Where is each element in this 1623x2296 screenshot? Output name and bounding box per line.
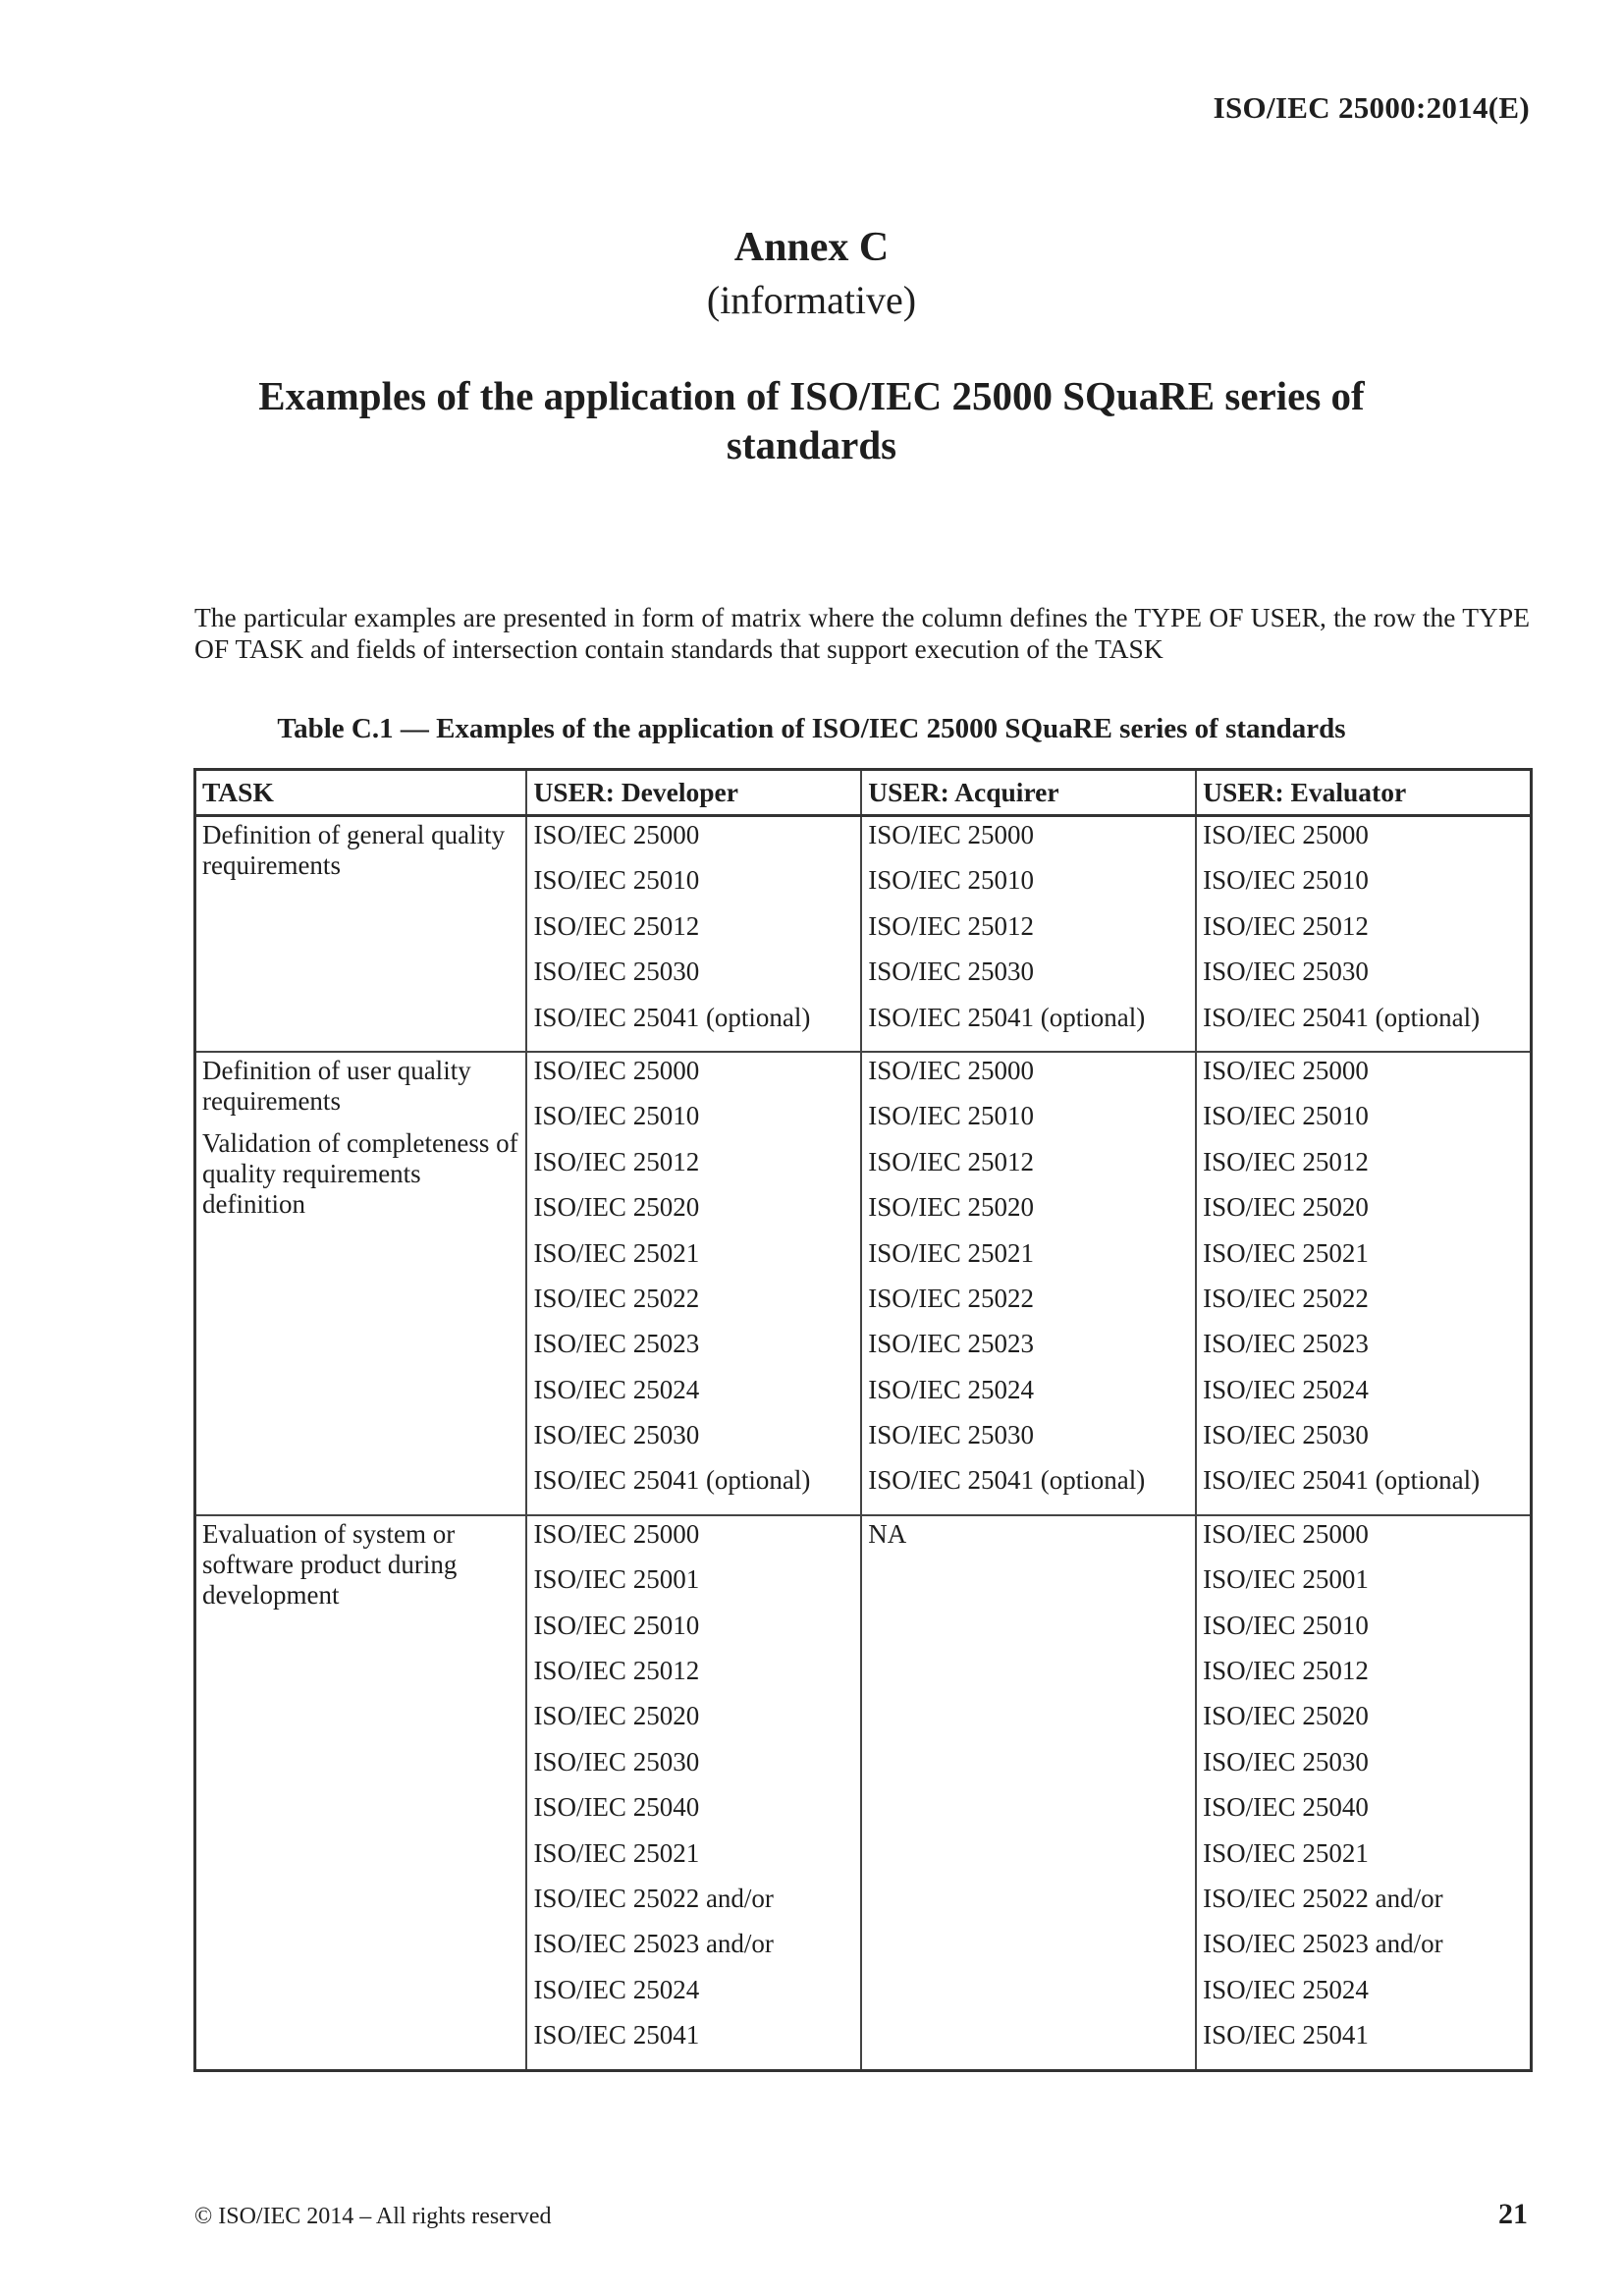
standard-reference: ISO/IEC 25023 (1203, 1329, 1369, 1359)
standard-reference: ISO/IEC 25041 (optional) (1203, 1465, 1481, 1496)
table-row (195, 1052, 1532, 1515)
standard-reference: ISO/IEC 25022 (1203, 1283, 1369, 1313)
standard-reference: ISO/IEC 25010 (1203, 1101, 1369, 1131)
standard-reference: ISO/IEC 25020 (1203, 1192, 1369, 1223)
table-row (195, 816, 1532, 1052)
standard-reference: ISO/IEC 25041 (optional) (868, 1465, 1146, 1496)
annex-heading: Examples of the application of ISO/IEC 25000 SQuaRE series of standards (258, 373, 1365, 467)
header-developer: USER: Developer (526, 770, 861, 816)
task-description: Validation of completeness of quality requirements definition (202, 1127, 518, 1219)
standard-reference: ISO/IEC 25030 (868, 957, 1035, 987)
standard-reference: ISO/IEC 25022 and/or (1203, 1883, 1443, 1913)
standard-reference: ISO/IEC 25024 (1203, 1974, 1369, 2004)
header-evaluator: USER: Evaluator (1196, 770, 1531, 816)
standard-reference: ISO/IEC 25010 (533, 1610, 700, 1640)
annex-subtitle: (informative) (706, 278, 917, 322)
task-cell (195, 1515, 527, 2070)
standard-reference: ISO/IEC 25012 (533, 1146, 700, 1176)
standard-reference: ISO/IEC 25022 (533, 1283, 700, 1313)
standard-reference: ISO/IEC 25021 (533, 1237, 700, 1268)
standard-reference: ISO/IEC 25012 (1203, 910, 1369, 941)
table-header-row (195, 770, 1532, 816)
copyright-notice: © ISO/IEC 2014 – All rights reserved (194, 2204, 552, 2229)
standard-reference: ISO/IEC 25021 (868, 1237, 1035, 1268)
standard-reference: ISO/IEC 25023 and/or (1203, 1929, 1443, 1959)
standard-reference: ISO/IEC 25020 (533, 1701, 700, 1731)
standard-reference: ISO/IEC 25040 (1203, 1792, 1369, 1823)
application-matrix-table (193, 768, 1533, 2072)
page-number: 21 (1498, 2198, 1528, 2230)
standard-reference: ISO/IEC 25030 (1203, 957, 1369, 987)
standard-reference: ISO/IEC 25023 (868, 1329, 1035, 1359)
standard-reference: ISO/IEC 25041 (optional) (868, 1002, 1146, 1032)
annex-title: Annex C (733, 225, 890, 270)
task-description: Evaluation of system or software product during development (202, 1518, 458, 1610)
standard-reference: ISO/IEC 25021 (1203, 1237, 1369, 1268)
task-description: Definition of user quality requirements (202, 1055, 471, 1116)
standard-reference: ISO/IEC 25030 (533, 1746, 700, 1777)
standard-reference: ISO/IEC 25030 (533, 957, 700, 987)
table-row (195, 1515, 1532, 2070)
standard-reference: ISO/IEC 25000 (533, 1055, 700, 1085)
standard-reference: ISO/IEC 25030 (1203, 1420, 1369, 1450)
standard-reference: ISO/IEC 25020 (533, 1192, 700, 1223)
standard-reference: ISO/IEC 25021 (1203, 1837, 1369, 1868)
developer-standards-cell (526, 1515, 861, 2070)
developer-standards-cell (526, 1052, 861, 1515)
standard-reference: ISO/IEC 25040 (533, 1792, 700, 1823)
standard-reference: ISO/IEC 25001 (1203, 1564, 1369, 1595)
standard-reference: ISO/IEC 25023 (533, 1329, 700, 1359)
standard-reference: ISO/IEC 25041 (1203, 2020, 1369, 2050)
standard-reference: ISO/IEC 25021 (533, 1837, 700, 1868)
standard-reference: ISO/IEC 25012 (533, 910, 700, 941)
standard-reference: ISO/IEC 25010 (533, 865, 700, 896)
document-id: ISO/IEC 25000:2014(E) (1213, 90, 1530, 125)
standard-reference: ISO/IEC 25024 (533, 1374, 700, 1404)
evaluator-standards-cell (1196, 816, 1531, 1052)
standard-reference: ISO/IEC 25041 (optional) (533, 1002, 811, 1032)
standard-reference: ISO/IEC 25022 (868, 1283, 1035, 1313)
standard-reference: ISO/IEC 25000 (868, 820, 1035, 849)
standard-reference: ISO/IEC 25030 (868, 1420, 1035, 1450)
standard-reference: ISO/IEC 25010 (1203, 1610, 1369, 1640)
header-acquirer: USER: Acquirer (861, 770, 1196, 816)
standard-reference: ISO/IEC 25000 (1203, 1518, 1369, 1549)
task-cell (195, 1052, 527, 1515)
standard-reference: ISO/IEC 25020 (868, 1192, 1035, 1223)
standard-reference: ISO/IEC 25010 (1203, 865, 1369, 896)
standard-reference: ISO/IEC 25012 (868, 910, 1035, 941)
developer-standards-cell (526, 816, 861, 1052)
standard-reference: ISO/IEC 25023 and/or (533, 1929, 774, 1959)
task-description: Definition of general quality requirements (202, 820, 506, 880)
standard-reference: ISO/IEC 25000 (868, 1055, 1035, 1085)
standard-reference: ISO/IEC 25012 (868, 1146, 1035, 1176)
evaluator-standards-cell (1196, 1515, 1531, 2070)
acquirer-standards-cell (861, 816, 1196, 1052)
standard-reference: ISO/IEC 25030 (533, 1420, 700, 1450)
standard-reference: ISO/IEC 25041 (optional) (1203, 1002, 1481, 1032)
table-caption: Table C.1 — Examples of the application of ISO/IEC 25000 SQuaRE series of standards (277, 713, 1346, 744)
standard-reference: ISO/IEC 25024 (533, 1974, 700, 2004)
evaluator-standards-cell (1196, 1052, 1531, 1515)
standard-reference: ISO/IEC 25024 (868, 1374, 1035, 1404)
header-task: TASK (195, 770, 527, 816)
standard-reference: ISO/IEC 25000 (1203, 820, 1369, 849)
standard-reference: ISO/IEC 25000 (1203, 1055, 1369, 1085)
acquirer-standards-cell (861, 1052, 1196, 1515)
standard-reference: ISO/IEC 25024 (1203, 1374, 1369, 1404)
standard-reference: ISO/IEC 25012 (1203, 1656, 1369, 1686)
standard-reference: ISO/IEC 25012 (533, 1656, 700, 1686)
standard-reference: ISO/IEC 25012 (1203, 1146, 1369, 1176)
standard-reference: ISO/IEC 25022 and/or (533, 1883, 774, 1913)
standard-reference: ISO/IEC 25041 (optional) (533, 1465, 811, 1496)
standard-reference: ISO/IEC 25020 (1203, 1701, 1369, 1731)
standard-reference: ISO/IEC 25010 (868, 1101, 1035, 1131)
standard-reference: ISO/IEC 25000 (533, 1518, 700, 1549)
standard-reference: ISO/IEC 25041 (533, 2020, 700, 2050)
task-cell (195, 816, 527, 1052)
standard-reference: ISO/IEC 25001 (533, 1564, 700, 1595)
standard-reference: NA (868, 1518, 907, 1549)
standard-reference: ISO/IEC 25000 (533, 820, 700, 849)
acquirer-standards-cell (861, 1515, 1196, 2070)
standard-reference: ISO/IEC 25010 (533, 1101, 700, 1131)
standard-reference: ISO/IEC 25030 (1203, 1746, 1369, 1777)
intro-paragraph: The particular examples are presented in form of matrix where the column defines the TYPE OF USER, the row the TYPE OF TASK and fields of intersection contain standards that support execution of the TASK (194, 601, 1530, 664)
standard-reference: ISO/IEC 25010 (868, 865, 1035, 896)
